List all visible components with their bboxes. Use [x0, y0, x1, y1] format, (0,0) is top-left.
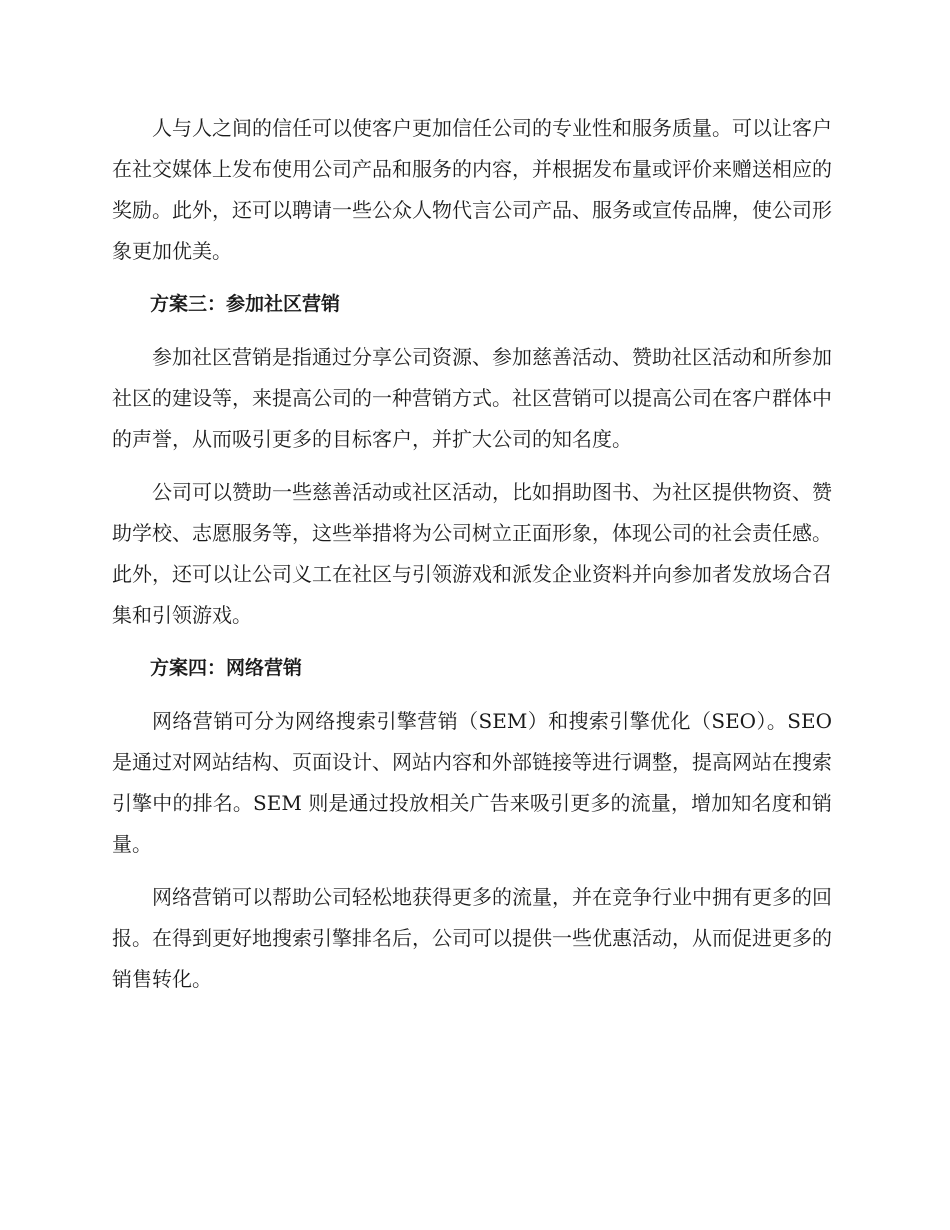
- heading-plan-four: 方案四：网络营销: [150, 657, 303, 679]
- paragraph-network-benefit: 网络营销可以帮助公司轻松地获得更多的流量，并在竞争行业中拥有更多的回报。在得到更好地搜索引擎排名后，公司可以提供一些优惠活动，从而促进更多的销售转化。: [112, 885, 832, 991]
- paragraph-community-intro: 参加社区营销是指通过分享公司资源、参加慈善活动、赞助社区活动和所参加社区的建设等，来提高公司的一种营销方式。社区营销可以提高公司在客户群体中的声誉，从而吸引更多的目标客户，并扩大公司的知名度。: [112, 345, 832, 451]
- paragraph-network-intro: 网络营销可分为网络搜索引擎营销（SEM）和搜索引擎优化（SEO）。SEO 是通过对网站结构、页面设计、网站内容和外部链接等进行调整，提高网站在搜索引擎中的排名。SEM 则是通过投放相关广告来吸引更多的流量，增加知名度和销量。: [112, 709, 832, 856]
- heading-plan-three: 方案三：参加社区营销: [150, 293, 341, 315]
- paragraph-community-sponsor: 公司可以赞助一些慈善活动或社区活动，比如捐助图书、为社区提供物资、赞助学校、志愿服务等，这些举措将为公司树立正面形象，体现公司的社会责任感。此外，还可以让公司义工在社区与引领游戏和派发企业资料并向参加者发放场合召集和引领游戏。: [112, 480, 832, 627]
- document-body: [112, 108, 832, 1012]
- paragraph-trust: 人与人之间的信任可以使客户更加信任公司的专业性和服务质量。可以让客户在社交媒体上发布使用公司产品和服务的内容，并根据发布量或评价来赠送相应的奖励。此外，还可以聘请一些公众人物代言公司产品、服务或宣传品牌，使公司形象更加优美。: [112, 116, 832, 263]
